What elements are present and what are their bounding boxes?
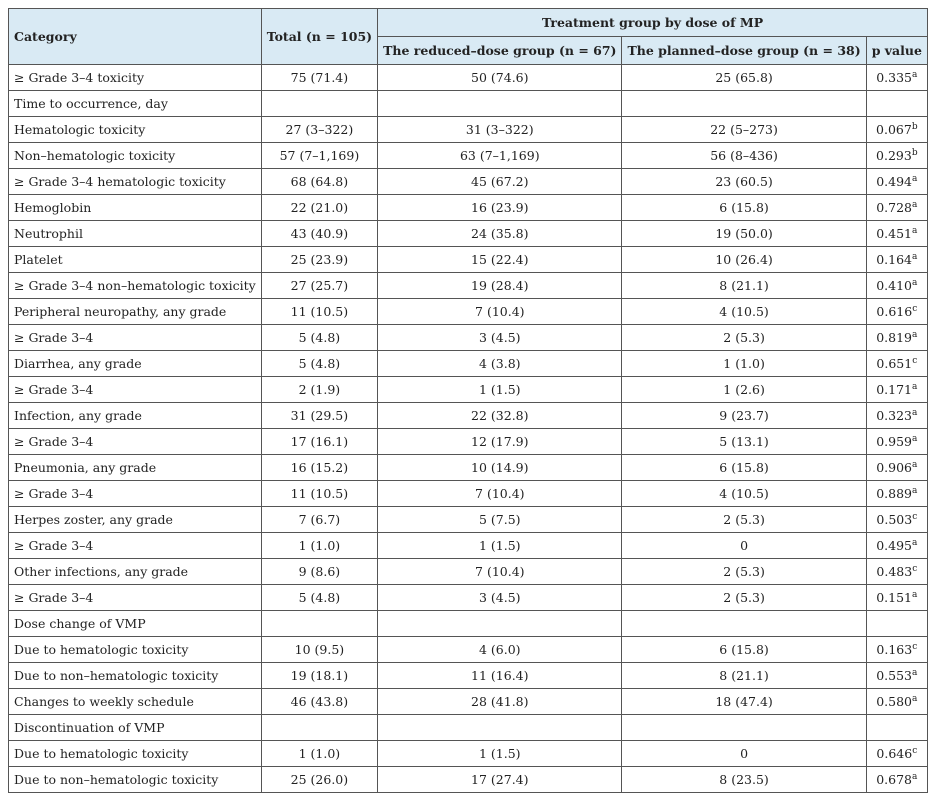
row-category: Non–hematologic toxicity	[9, 143, 262, 169]
row-p-value	[866, 663, 927, 689]
row-category: ≥ Grade 3–4	[9, 585, 262, 611]
row-planned-dose: 9 (23.7)	[622, 403, 866, 429]
row-category: Due to hematologic toxicity	[9, 637, 262, 663]
p-value-footnote: c	[912, 563, 918, 574]
row-reduced-dose: 15 (22.4)	[378, 247, 622, 273]
row-p-value	[866, 559, 927, 585]
row-reduced-dose: 7 (10.4)	[378, 559, 622, 585]
row-reduced-dose: 1 (1.5)	[378, 377, 622, 403]
p-value-text: 0.553	[876, 668, 913, 683]
p-value-text: 0.889	[876, 486, 913, 501]
row-total: 11 (10.5)	[261, 481, 377, 507]
row-planned-dose: 19 (50.0)	[622, 221, 866, 247]
row-category: Changes to weekly schedule	[9, 689, 262, 715]
p-value-footnote: a	[912, 407, 918, 418]
row-p-value	[866, 403, 927, 429]
row-reduced-dose: 31 (3–322)	[378, 117, 622, 143]
table-row	[9, 325, 928, 351]
table-row	[9, 559, 928, 585]
row-p-value	[866, 65, 927, 91]
row-reduced-dose: 1 (1.5)	[378, 741, 622, 767]
row-reduced-dose: 3 (4.5)	[378, 585, 622, 611]
row-category: Hemoglobin	[9, 195, 262, 221]
p-value-text: 0.323	[876, 408, 913, 423]
row-category: Herpes zoster, any grade	[9, 507, 262, 533]
p-value-footnote: a	[912, 329, 918, 340]
table-row	[9, 351, 928, 377]
row-p-value	[866, 325, 927, 351]
p-value-text: 0.163	[876, 642, 913, 657]
p-value-text: 0.503	[876, 512, 913, 527]
p-value-text: 0.335	[876, 70, 913, 85]
table-row	[9, 767, 928, 793]
row-planned-dose: 0	[622, 741, 866, 767]
row-planned-dose: 5 (13.1)	[622, 429, 866, 455]
p-value-footnote: a	[912, 251, 918, 262]
p-value-footnote: a	[912, 667, 918, 678]
row-reduced-dose	[378, 715, 622, 741]
p-value-footnote: a	[912, 199, 918, 210]
row-reduced-dose: 16 (23.9)	[378, 195, 622, 221]
row-reduced-dose: 63 (7–1,169)	[378, 143, 622, 169]
row-category: Hematologic toxicity	[9, 117, 262, 143]
table-row	[9, 143, 928, 169]
row-p-value	[866, 741, 927, 767]
header-total: Total (n = 105)	[261, 9, 377, 65]
row-p-value	[866, 247, 927, 273]
row-total: 25 (23.9)	[261, 247, 377, 273]
row-reduced-dose: 5 (7.5)	[378, 507, 622, 533]
table-row	[9, 689, 928, 715]
p-value-footnote: a	[912, 381, 918, 392]
row-total: 5 (4.8)	[261, 585, 377, 611]
row-category: ≥ Grade 3–4	[9, 481, 262, 507]
row-reduced-dose: 17 (27.4)	[378, 767, 622, 793]
row-total: 22 (21.0)	[261, 195, 377, 221]
row-planned-dose: 4 (10.5)	[622, 299, 866, 325]
row-p-value	[866, 429, 927, 455]
p-value-text: 0.959	[876, 434, 913, 449]
row-total: 25 (26.0)	[261, 767, 377, 793]
row-total: 1 (1.0)	[261, 741, 377, 767]
table-row	[9, 533, 928, 559]
row-p-value	[866, 299, 927, 325]
table-row	[9, 507, 928, 533]
row-p-value	[866, 767, 927, 793]
row-planned-dose: 8 (21.1)	[622, 663, 866, 689]
row-category: Infection, any grade	[9, 403, 262, 429]
row-category: Due to non–hematologic toxicity	[9, 663, 262, 689]
p-value-text: 0.646	[876, 746, 913, 761]
row-p-value	[866, 455, 927, 481]
row-category: Neutrophil	[9, 221, 262, 247]
p-value-footnote: c	[912, 511, 918, 522]
p-value-text: 0.483	[876, 564, 913, 579]
row-planned-dose: 4 (10.5)	[622, 481, 866, 507]
row-category: Other infections, any grade	[9, 559, 262, 585]
p-value-text: 0.410	[876, 278, 913, 293]
row-planned-dose	[622, 91, 866, 117]
p-value-footnote: a	[912, 433, 918, 444]
p-value-footnote: a	[912, 771, 918, 782]
row-reduced-dose: 7 (10.4)	[378, 299, 622, 325]
row-category: ≥ Grade 3–4 hematologic toxicity	[9, 169, 262, 195]
row-total	[261, 611, 377, 637]
row-reduced-dose: 24 (35.8)	[378, 221, 622, 247]
row-total: 5 (4.8)	[261, 325, 377, 351]
p-value-footnote: a	[912, 173, 918, 184]
p-value-text: 0.494	[876, 174, 913, 189]
table-row	[9, 169, 928, 195]
row-reduced-dose: 7 (10.4)	[378, 481, 622, 507]
row-reduced-dose	[378, 91, 622, 117]
p-value-footnote: c	[912, 745, 918, 756]
p-value-text: 0.151	[876, 590, 913, 605]
row-planned-dose: 2 (5.3)	[622, 559, 866, 585]
row-category: ≥ Grade 3–4	[9, 533, 262, 559]
p-value-footnote: a	[912, 277, 918, 288]
p-value-footnote: c	[912, 355, 918, 366]
row-p-value	[866, 351, 927, 377]
row-p-value	[866, 195, 927, 221]
row-total: 10 (9.5)	[261, 637, 377, 663]
table-row	[9, 481, 928, 507]
row-planned-dose: 25 (65.8)	[622, 65, 866, 91]
p-value-text: 0.819	[876, 330, 913, 345]
row-planned-dose: 1 (1.0)	[622, 351, 866, 377]
row-total: 19 (18.1)	[261, 663, 377, 689]
row-planned-dose	[622, 715, 866, 741]
row-total: 1 (1.0)	[261, 533, 377, 559]
row-planned-dose: 8 (23.5)	[622, 767, 866, 793]
row-reduced-dose: 19 (28.4)	[378, 273, 622, 299]
row-category: Dose change of VMP	[9, 611, 262, 637]
p-value-text: 0.171	[876, 382, 913, 397]
row-reduced-dose: 10 (14.9)	[378, 455, 622, 481]
row-total: 27 (25.7)	[261, 273, 377, 299]
row-planned-dose: 8 (21.1)	[622, 273, 866, 299]
row-total: 31 (29.5)	[261, 403, 377, 429]
row-reduced-dose: 1 (1.5)	[378, 533, 622, 559]
row-total: 17 (16.1)	[261, 429, 377, 455]
row-reduced-dose: 3 (4.5)	[378, 325, 622, 351]
row-total: 68 (64.8)	[261, 169, 377, 195]
p-value-text: 0.678	[876, 772, 913, 787]
row-category: Platelet	[9, 247, 262, 273]
row-planned-dose: 6 (15.8)	[622, 637, 866, 663]
row-total	[261, 91, 377, 117]
table-row	[9, 91, 928, 117]
row-category: Diarrhea, any grade	[9, 351, 262, 377]
p-value-footnote: c	[912, 641, 918, 652]
row-total: 5 (4.8)	[261, 351, 377, 377]
p-value-footnote: a	[912, 225, 918, 236]
row-reduced-dose: 11 (16.4)	[378, 663, 622, 689]
p-value-text: 0.451	[876, 226, 913, 241]
row-planned-dose: 2 (5.3)	[622, 325, 866, 351]
row-reduced-dose: 50 (74.6)	[378, 65, 622, 91]
p-value-text: 0.067	[876, 122, 912, 137]
row-planned-dose: 18 (47.4)	[622, 689, 866, 715]
row-category: Peripheral neuropathy, any grade	[9, 299, 262, 325]
table-row	[9, 273, 928, 299]
row-reduced-dose: 45 (67.2)	[378, 169, 622, 195]
row-total: 16 (15.2)	[261, 455, 377, 481]
row-planned-dose: 56 (8–436)	[622, 143, 866, 169]
p-value-footnote: a	[912, 693, 918, 704]
row-p-value	[866, 533, 927, 559]
table-row	[9, 429, 928, 455]
p-value-text: 0.906	[876, 460, 913, 475]
row-total: 27 (3–322)	[261, 117, 377, 143]
row-p-value	[866, 585, 927, 611]
row-planned-dose: 0	[622, 533, 866, 559]
row-total: 9 (8.6)	[261, 559, 377, 585]
row-category: Due to hematologic toxicity	[9, 741, 262, 767]
row-planned-dose: 2 (5.3)	[622, 585, 866, 611]
table-row	[9, 299, 928, 325]
table-row	[9, 741, 928, 767]
row-p-value	[866, 91, 927, 117]
row-category: ≥ Grade 3–4 non–hematologic toxicity	[9, 273, 262, 299]
row-planned-dose: 1 (2.6)	[622, 377, 866, 403]
table-row	[9, 663, 928, 689]
p-value-text: 0.293	[876, 148, 912, 163]
p-value-text: 0.651	[876, 356, 913, 371]
row-total	[261, 715, 377, 741]
p-value-footnote: a	[912, 537, 918, 548]
row-category: Discontinuation of VMP	[9, 715, 262, 741]
row-planned-dose: 2 (5.3)	[622, 507, 866, 533]
p-value-text: 0.728	[876, 200, 913, 215]
row-p-value	[866, 377, 927, 403]
header-reduced-dose: The reduced–dose group (n = 67)	[378, 37, 622, 65]
header-treatment-group: Treatment group by dose of MP	[378, 9, 928, 37]
row-reduced-dose: 4 (3.8)	[378, 351, 622, 377]
row-planned-dose: 6 (15.8)	[622, 195, 866, 221]
header-planned-dose: The planned–dose group (n = 38)	[622, 37, 866, 65]
table-row	[9, 377, 928, 403]
row-category: Time to occurrence, day	[9, 91, 262, 117]
table-row	[9, 221, 928, 247]
row-p-value	[866, 169, 927, 195]
p-value-text: 0.495	[876, 538, 913, 553]
row-category: Pneumonia, any grade	[9, 455, 262, 481]
row-planned-dose	[622, 611, 866, 637]
table-row	[9, 611, 928, 637]
table-row	[9, 403, 928, 429]
row-p-value	[866, 143, 927, 169]
row-total: 43 (40.9)	[261, 221, 377, 247]
row-planned-dose: 23 (60.5)	[622, 169, 866, 195]
p-value-text: 0.580	[876, 694, 913, 709]
toxicity-table	[8, 8, 928, 793]
p-value-text: 0.164	[876, 252, 913, 267]
header-category: Category	[9, 9, 262, 65]
p-value-footnote: c	[912, 303, 918, 314]
row-p-value	[866, 611, 927, 637]
p-value-footnote: a	[912, 589, 918, 600]
row-planned-dose: 6 (15.8)	[622, 455, 866, 481]
row-reduced-dose: 28 (41.8)	[378, 689, 622, 715]
p-value-text: 0.616	[876, 304, 913, 319]
row-total: 2 (1.9)	[261, 377, 377, 403]
table-row	[9, 455, 928, 481]
row-p-value	[866, 715, 927, 741]
row-p-value	[866, 273, 927, 299]
table-row	[9, 65, 928, 91]
row-planned-dose: 22 (5–273)	[622, 117, 866, 143]
row-reduced-dose: 4 (6.0)	[378, 637, 622, 663]
table-body	[9, 65, 928, 793]
p-value-footnote: a	[912, 69, 918, 80]
row-total: 7 (6.7)	[261, 507, 377, 533]
row-p-value	[866, 221, 927, 247]
row-total: 11 (10.5)	[261, 299, 377, 325]
p-value-footnote: b	[911, 147, 918, 158]
table-row	[9, 585, 928, 611]
row-total: 46 (43.8)	[261, 689, 377, 715]
table-row	[9, 637, 928, 663]
row-p-value	[866, 117, 927, 143]
table-row	[9, 195, 928, 221]
p-value-footnote: a	[912, 459, 918, 470]
row-planned-dose: 10 (26.4)	[622, 247, 866, 273]
row-p-value	[866, 689, 927, 715]
row-category: ≥ Grade 3–4 toxicity	[9, 65, 262, 91]
table-row	[9, 117, 928, 143]
header-p-value: p value	[866, 37, 927, 65]
row-reduced-dose	[378, 611, 622, 637]
row-category: ≥ Grade 3–4	[9, 325, 262, 351]
row-category: ≥ Grade 3–4	[9, 377, 262, 403]
row-total: 57 (7–1,169)	[261, 143, 377, 169]
table-row	[9, 715, 928, 741]
row-p-value	[866, 481, 927, 507]
row-reduced-dose: 12 (17.9)	[378, 429, 622, 455]
row-p-value	[866, 507, 927, 533]
p-value-footnote: b	[911, 121, 918, 132]
row-category: Due to non–hematologic toxicity	[9, 767, 262, 793]
table-row	[9, 247, 928, 273]
row-category: ≥ Grade 3–4	[9, 429, 262, 455]
p-value-footnote: a	[912, 485, 918, 496]
row-total: 75 (71.4)	[261, 65, 377, 91]
row-p-value	[866, 637, 927, 663]
row-reduced-dose: 22 (32.8)	[378, 403, 622, 429]
